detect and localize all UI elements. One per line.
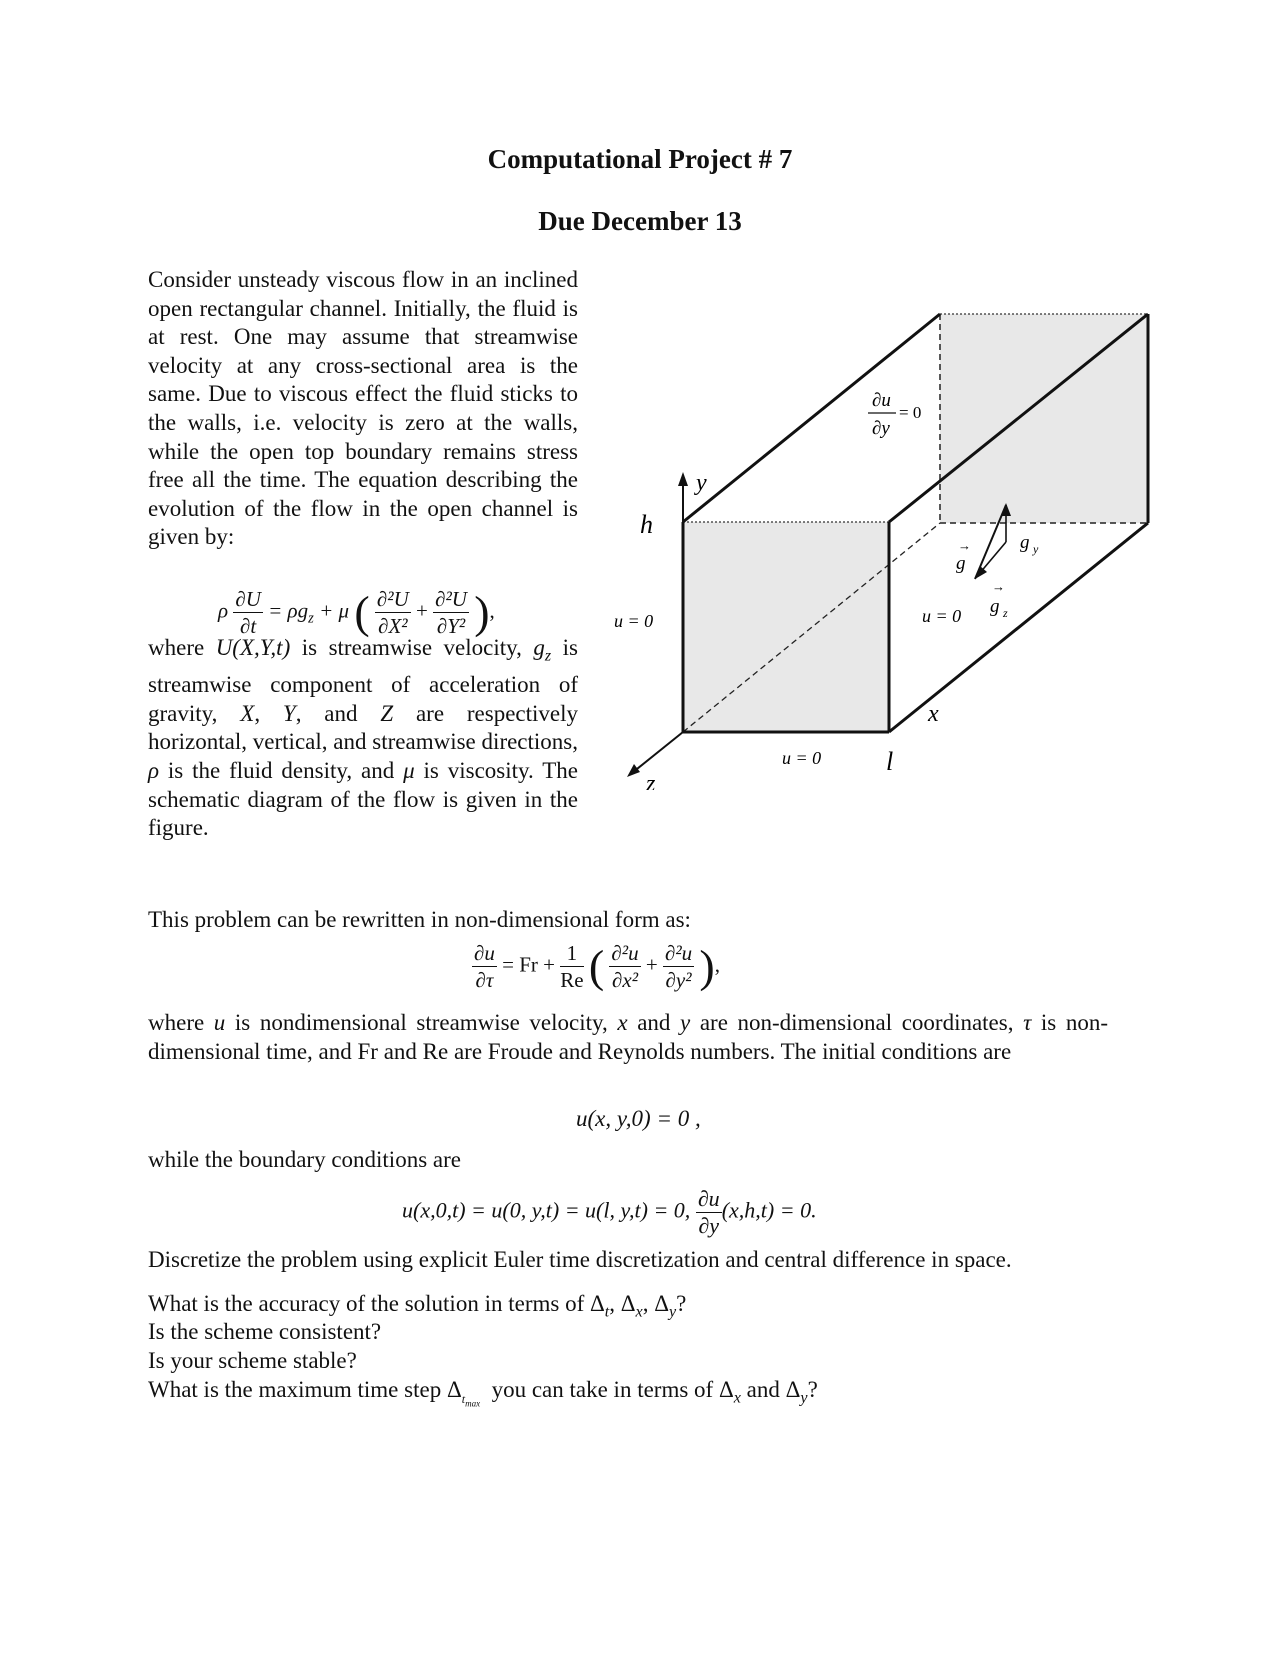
- x-axis-label: x: [928, 701, 939, 727]
- channel-schematic: [590, 290, 1170, 790]
- page-title: Computational Project # 7: [487, 144, 793, 174]
- eq1-time-derivative: $\frac{\partial U}{\partial t}$: [235, 587, 261, 638]
- u0-bottom-label: u = 0: [782, 748, 822, 768]
- y-axis-label: y: [696, 470, 707, 496]
- gz-subscript: z: [1003, 606, 1008, 620]
- gz-label: g: [990, 596, 1000, 617]
- u0-left-label: u = 0: [614, 611, 654, 631]
- gy-subscript: y: [1033, 542, 1039, 556]
- governing-equation: ρ $\frac{\partial U}{\partial t}$ = $\rho g_z + \mu$ ( $\frac{\text{∂²U}}{\text{∂X²}}$ + $\frac{\text{∂²U}}{\text{∂Y²}}$ ),: [218, 586, 495, 638]
- l-label: l: [886, 747, 894, 776]
- initial-condition: u(x, y,0) = 0 ,: [576, 1106, 701, 1131]
- gy-label: g: [1020, 532, 1030, 553]
- question-stable: Is your scheme stable?: [148, 1348, 357, 1373]
- boundary-intro: while the boundary conditions are: [148, 1147, 461, 1172]
- du-label: ∂u: [872, 390, 891, 411]
- dy-label: ∂y: [872, 418, 890, 439]
- rewritten-intro: This problem can be rewritten in non-dimensional form as:: [148, 907, 691, 932]
- eq1-d2x-term: $\frac{\text{∂²U}}{\text{∂X²}}$: [376, 587, 409, 638]
- gz-vector-mark: →: [992, 579, 1005, 594]
- due-date: Due December 13: [538, 206, 742, 236]
- g-vector-mark: →: [958, 538, 971, 553]
- eq1-rho: ρ: [218, 598, 229, 623]
- question-max-timestep: What is the maximum time step $\Delta_{t_{max}}$ you can take in terms of $\Delta_x$ and $\Delta_y$?: [148, 1377, 818, 1408]
- question-accuracy: What is the accuracy of the solution in terms of $\Delta_t$, $\Delta_x$, $\Delta_y$?: [148, 1291, 687, 1321]
- nondimensional-equation: $\frac{\partial u}{\partial\tau}$ = Fr + $\frac{1}{Re}$ ( $\frac{\text{∂²u}}{\text{∂x²}}$ + $\frac{\text{∂²u}}{\text{∂y²}}$ ),: [474, 940, 720, 992]
- eq-zero-top: = 0: [899, 403, 922, 422]
- front-face: [683, 522, 889, 732]
- h-label: h: [640, 510, 653, 539]
- nondimensional-definitions: where u is nondimensional streamwise velocity, x and y are non-dimensional coordinates, τ is non-dimensional time, and Fr and Re are Froude and Reynolds numbers. The initial conditions are: [148, 1010, 1108, 1064]
- boundary-conditions: u(x,0,t) = u(0, y,t) = u(l, y,t) = 0, $\frac{\partial u}{\partial y}$ (x,h,t) = 0.: [402, 1186, 817, 1238]
- g-label: g: [956, 553, 966, 574]
- variable-definitions: where U(X,Y,t) is streamwise velocity, $g_z$ is streamwise component of acceleration of gravity, X, Y, and Z are respectively horizontal, vertical, and streamwise directions, ρ is the fluid density, and μ is viscosity. The schematic diagram of the flow is given in the figure.: [148, 635, 579, 841]
- eq1-d2y-term: $\frac{\text{∂²U}}{\text{∂Y²}}$: [435, 587, 467, 638]
- u0-right-label: u = 0: [922, 606, 962, 626]
- z-axis-label: z: [646, 771, 656, 790]
- discretize-instruction: Discretize the problem using explicit Euler time discretization and central difference in space.: [148, 1247, 1012, 1272]
- question-consistent: Is the scheme consistent?: [148, 1319, 382, 1344]
- back-face: [940, 314, 1148, 523]
- intro-paragraph: Consider unsteady viscous flow in an inclined open rectangular channel. Initially, the fluid is at rest. One may assume that streamwise velocity at any cross-sectional area is the same. Due to viscous effect the fluid sticks to the walls, i.e. velocity is zero at the walls, while the open top boundary remains stress free all the time. The equation describing the evolution of the flow in the open channel is given by:: [148, 267, 578, 550]
